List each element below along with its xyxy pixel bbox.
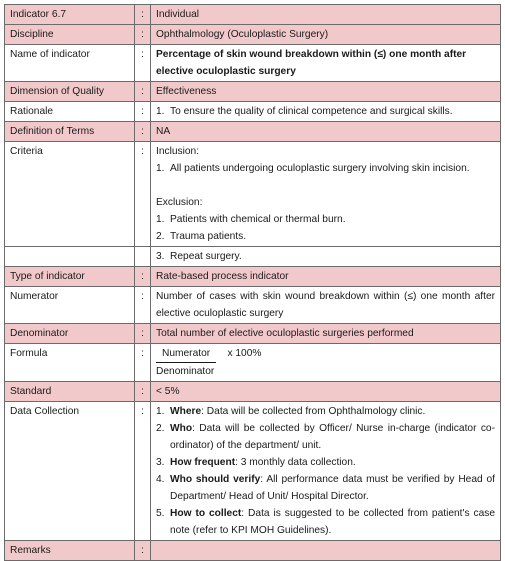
item-text: : Data will be collected by Officer/ Nurse in-charge (indicator co-ordinator) of the department/ unit. [170,423,495,451]
data-collection-item [156,420,495,454]
numerator-label: Numerator [5,287,135,324]
item-heading: Where [170,406,202,417]
type-label: Type of indicator [5,267,135,287]
kpi-table [4,4,501,561]
colon: : [135,25,151,45]
item-heading: Who [170,423,193,434]
dimension-value: Effectiveness [151,82,501,102]
data-collection-value [151,402,501,541]
criteria-label: Criteria [5,142,135,247]
name-value: Percentage of skin wound breakdown within (≤) one month after elective oculoplastic surgery [151,45,501,82]
item-number: 3. [156,251,165,262]
item-number: 1. [156,406,165,417]
data-collection-item [156,471,495,505]
item-text: : 3 monthly data collection. [235,457,356,468]
item-text: Trauma patients. [170,231,247,242]
row-definition [5,122,501,142]
exclusion-item [156,228,495,245]
criteria-value [151,142,501,247]
data-collection-label: Data Collection [5,402,135,541]
formula-label: Formula [5,344,135,382]
row-denominator [5,324,501,344]
colon: : [135,324,151,344]
inclusion-item [156,160,495,177]
colon: : [135,122,151,142]
colon: : [135,287,151,324]
data-collection-item [156,454,495,471]
item-text: : Data will be collected from Ophthalmology clinic. [201,406,426,417]
data-collection-item [156,505,495,539]
row-data-collection [5,402,501,541]
inclusion-title: Inclusion: [156,146,200,157]
discipline-value: Ophthalmology (Oculoplastic Surgery) [151,25,501,45]
denominator-label: Denominator [5,324,135,344]
name-label: Name of indicator [5,45,135,82]
item-text: : Data is suggested to be collected from patient's case note (refer to KPI MOH Guidelines). [170,508,496,536]
discipline-label: Discipline [5,25,135,45]
row-type [5,267,501,287]
row-remarks [5,541,501,561]
indicator-value: Individual [151,5,501,25]
dimension-label: Dimension of Quality [5,82,135,102]
row-formula [5,344,501,382]
item-number: 2. [156,423,165,434]
denominator-value: Total number of elective oculoplastic surgeries performed [151,324,501,344]
row-criteria-extra [5,247,501,267]
item-text: : All performance data must be verified by Head of Department/ Head of Unit/ Hospital Director. [170,474,495,502]
colon: : [135,82,151,102]
formula-multiplier: x 100% [227,348,262,359]
spacer [156,177,495,194]
standard-value: < 5% [151,382,501,402]
empty-cell [5,247,135,267]
item-text: Patients with chemical or thermal burn. [170,214,346,225]
row-dimension [5,82,501,102]
formula-value [151,344,501,382]
colon: : [135,45,151,82]
criteria-extra [151,247,501,267]
exclusion-item [156,211,495,228]
formula-numerator: Numerator [156,345,216,363]
rationale-number: 1. [156,106,165,117]
rationale-value [151,102,501,122]
formula-denominator: Denominator [156,366,215,377]
colon: : [135,541,151,561]
colon: : [135,142,151,247]
standard-label: Standard [5,382,135,402]
data-collection-item [156,403,495,420]
item-heading: Who should verify [170,474,261,485]
item-number: 1. [156,214,165,225]
colon: : [135,382,151,402]
item-heading: How frequent [170,457,236,468]
colon: : [135,402,151,541]
colon: : [135,267,151,287]
colon: : [135,344,151,382]
definition-label: Definition of Terms [5,122,135,142]
row-numerator [5,287,501,324]
row-standard [5,382,501,402]
rationale-text: To ensure the quality of clinical competence and surgical skills. [170,106,453,117]
item-number: 5. [156,508,165,519]
remarks-value [151,541,501,561]
item-number: 4. [156,474,165,485]
row-criteria [5,142,501,247]
row-name [5,45,501,82]
colon: : [135,102,151,122]
definition-value: NA [151,122,501,142]
item-text: Repeat surgery. [170,251,242,262]
rationale-label: Rationale [5,102,135,122]
item-number: 1. [156,163,165,174]
empty-cell [135,247,151,267]
colon: : [135,5,151,25]
row-rationale [5,102,501,122]
row-discipline [5,25,501,45]
item-number: 2. [156,231,165,242]
item-number: 3. [156,457,165,468]
type-value: Rate-based process indicator [151,267,501,287]
indicator-label: Indicator 6.7 [5,5,135,25]
numerator-value: Number of cases with skin wound breakdown within (≤) one month after elective oculoplastic surgery [151,287,501,324]
exclusion-title: Exclusion: [156,197,203,208]
item-heading: How to collect [170,508,242,519]
remarks-label: Remarks [5,541,135,561]
row-indicator [5,5,501,25]
item-text: All patients undergoing oculoplastic surgery involving skin incision. [170,163,470,174]
